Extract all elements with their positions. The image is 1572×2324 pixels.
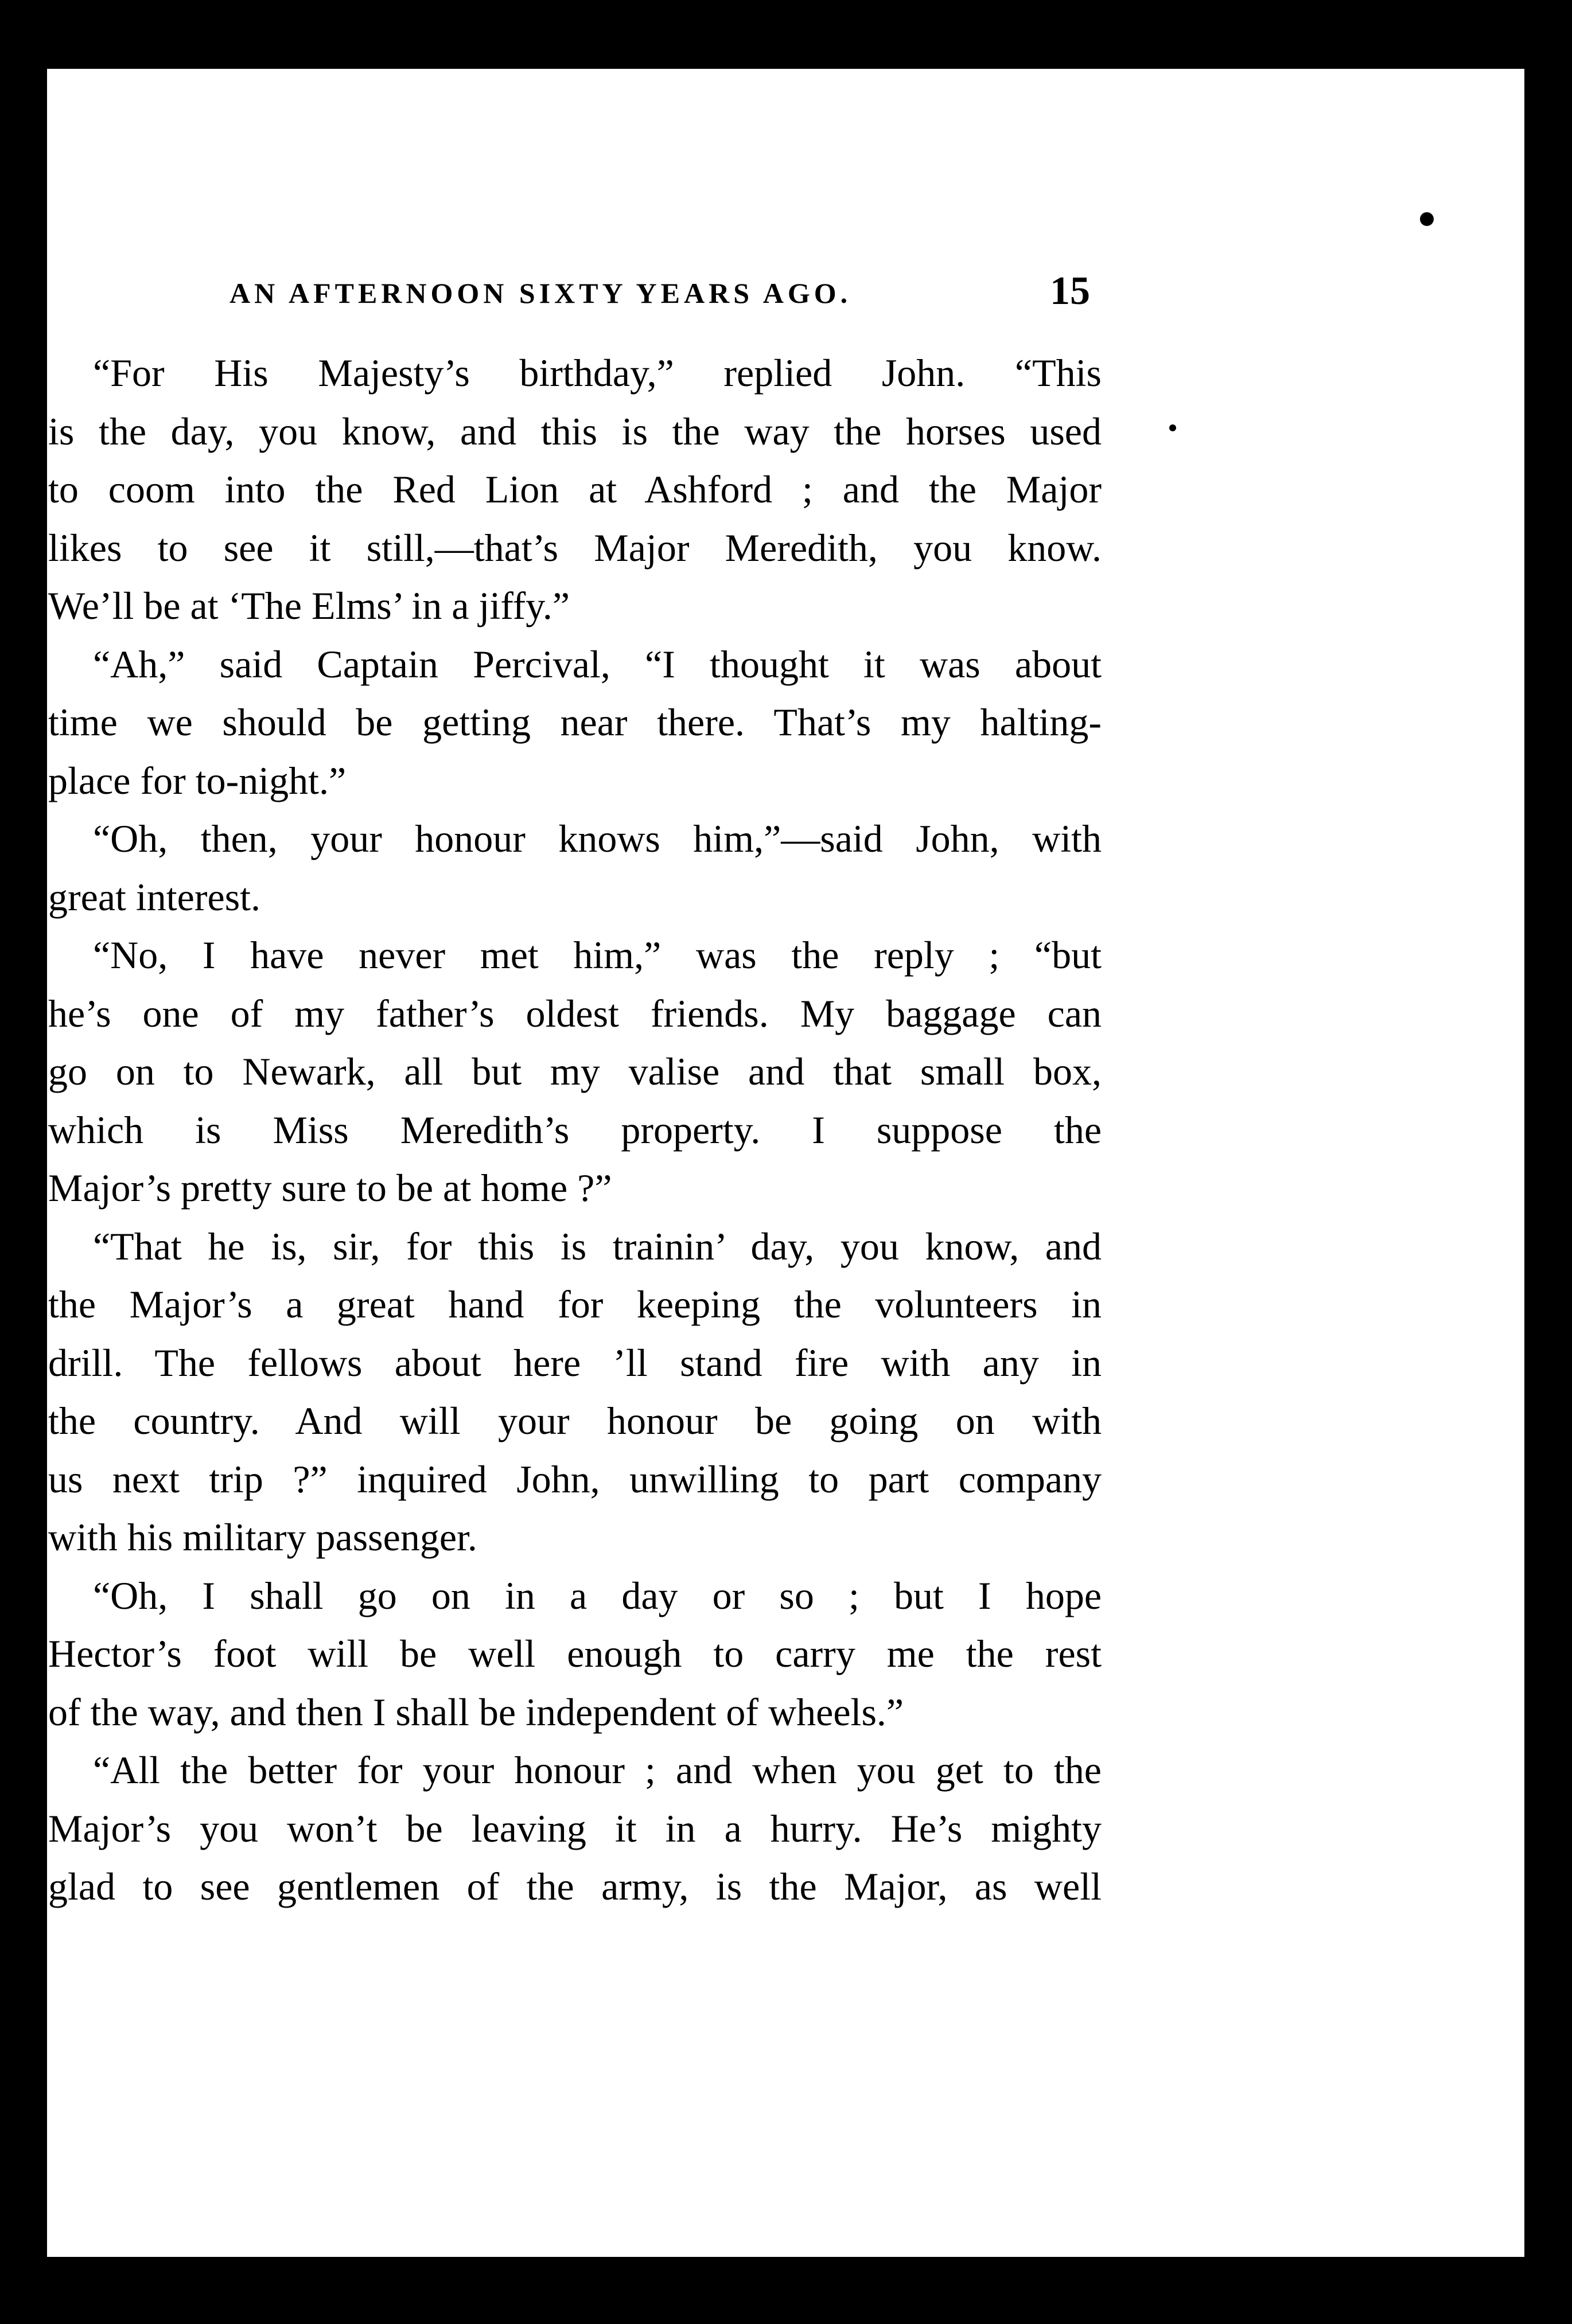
text-line: time we should be getting near there. That’s my halting- xyxy=(48,700,1102,744)
text-line: “Oh, I shall go on in a day or so ; but I hope xyxy=(93,1573,1102,1617)
body-text xyxy=(48,344,1102,1916)
text-line: “Ah,” said Captain Percival, “I thought it was about xyxy=(93,642,1102,686)
text-line: great interest. xyxy=(48,875,261,919)
text-line: go on to Newark, all but my valise and that small box, xyxy=(48,1050,1102,1093)
text-line: Major’s pretty sure to be at home ?” xyxy=(48,1166,612,1210)
text-line: drill. The fellows about here ’ll stand fire with any in xyxy=(48,1340,1102,1385)
text-line: “Oh, then, your honour knows him,”—said John, with xyxy=(93,817,1102,860)
ink-speck xyxy=(1420,212,1434,226)
page-number: 15 xyxy=(1050,269,1090,313)
text-line: Hector’s foot will be well enough to carry me the rest xyxy=(48,1632,1102,1675)
text-line: glad to see gentlemen of the army, is the Major, as well xyxy=(48,1865,1102,1908)
text-line: the country. And will your honour be going on with xyxy=(48,1399,1102,1442)
text-line: of the way, and then I shall be independent of wheels.” xyxy=(48,1690,904,1734)
text-line: “No, I have never met him,” was the reply ; “but xyxy=(93,933,1102,977)
text-line: Major’s you won’t be leaving it in a hurry. He’s mighty xyxy=(48,1806,1102,1850)
text-line: is the day, you know, and this is the way the horses used xyxy=(48,409,1102,453)
running-header xyxy=(229,268,1090,326)
text-line: “For His Majesty’s birthday,” replied John. “This xyxy=(93,351,1102,395)
text-line: “That he is, sir, for this is trainin’ day, you know, and xyxy=(93,1224,1102,1268)
running-title: AN AFTERNOON SIXTY YEARS AGO. xyxy=(229,277,852,309)
text-line: place for to-night.” xyxy=(48,758,347,802)
text-line: to coom into the Red Lion at Ashford ; and the Major xyxy=(48,467,1102,511)
text-line: which is Miss Meredith’s property. I suppose the xyxy=(48,1108,1102,1152)
text-line: We’ll be at ‘The Elms’ in a jiffy.” xyxy=(48,584,570,627)
text-line: likes to see it still,—that’s Major Meredith, you know. xyxy=(48,525,1102,570)
text-line: he’s one of my father’s oldest friends. My baggage can xyxy=(48,991,1102,1035)
text-line: us next trip ?” inquired John, unwilling to part company xyxy=(48,1457,1102,1501)
text-line: “All the better for your honour ; and when you get to the xyxy=(93,1748,1102,1792)
ink-speck xyxy=(1169,424,1176,431)
text-line: the Major’s a great hand for keeping the volunteers in xyxy=(48,1282,1102,1326)
text-line: with his military passenger. xyxy=(48,1515,477,1559)
